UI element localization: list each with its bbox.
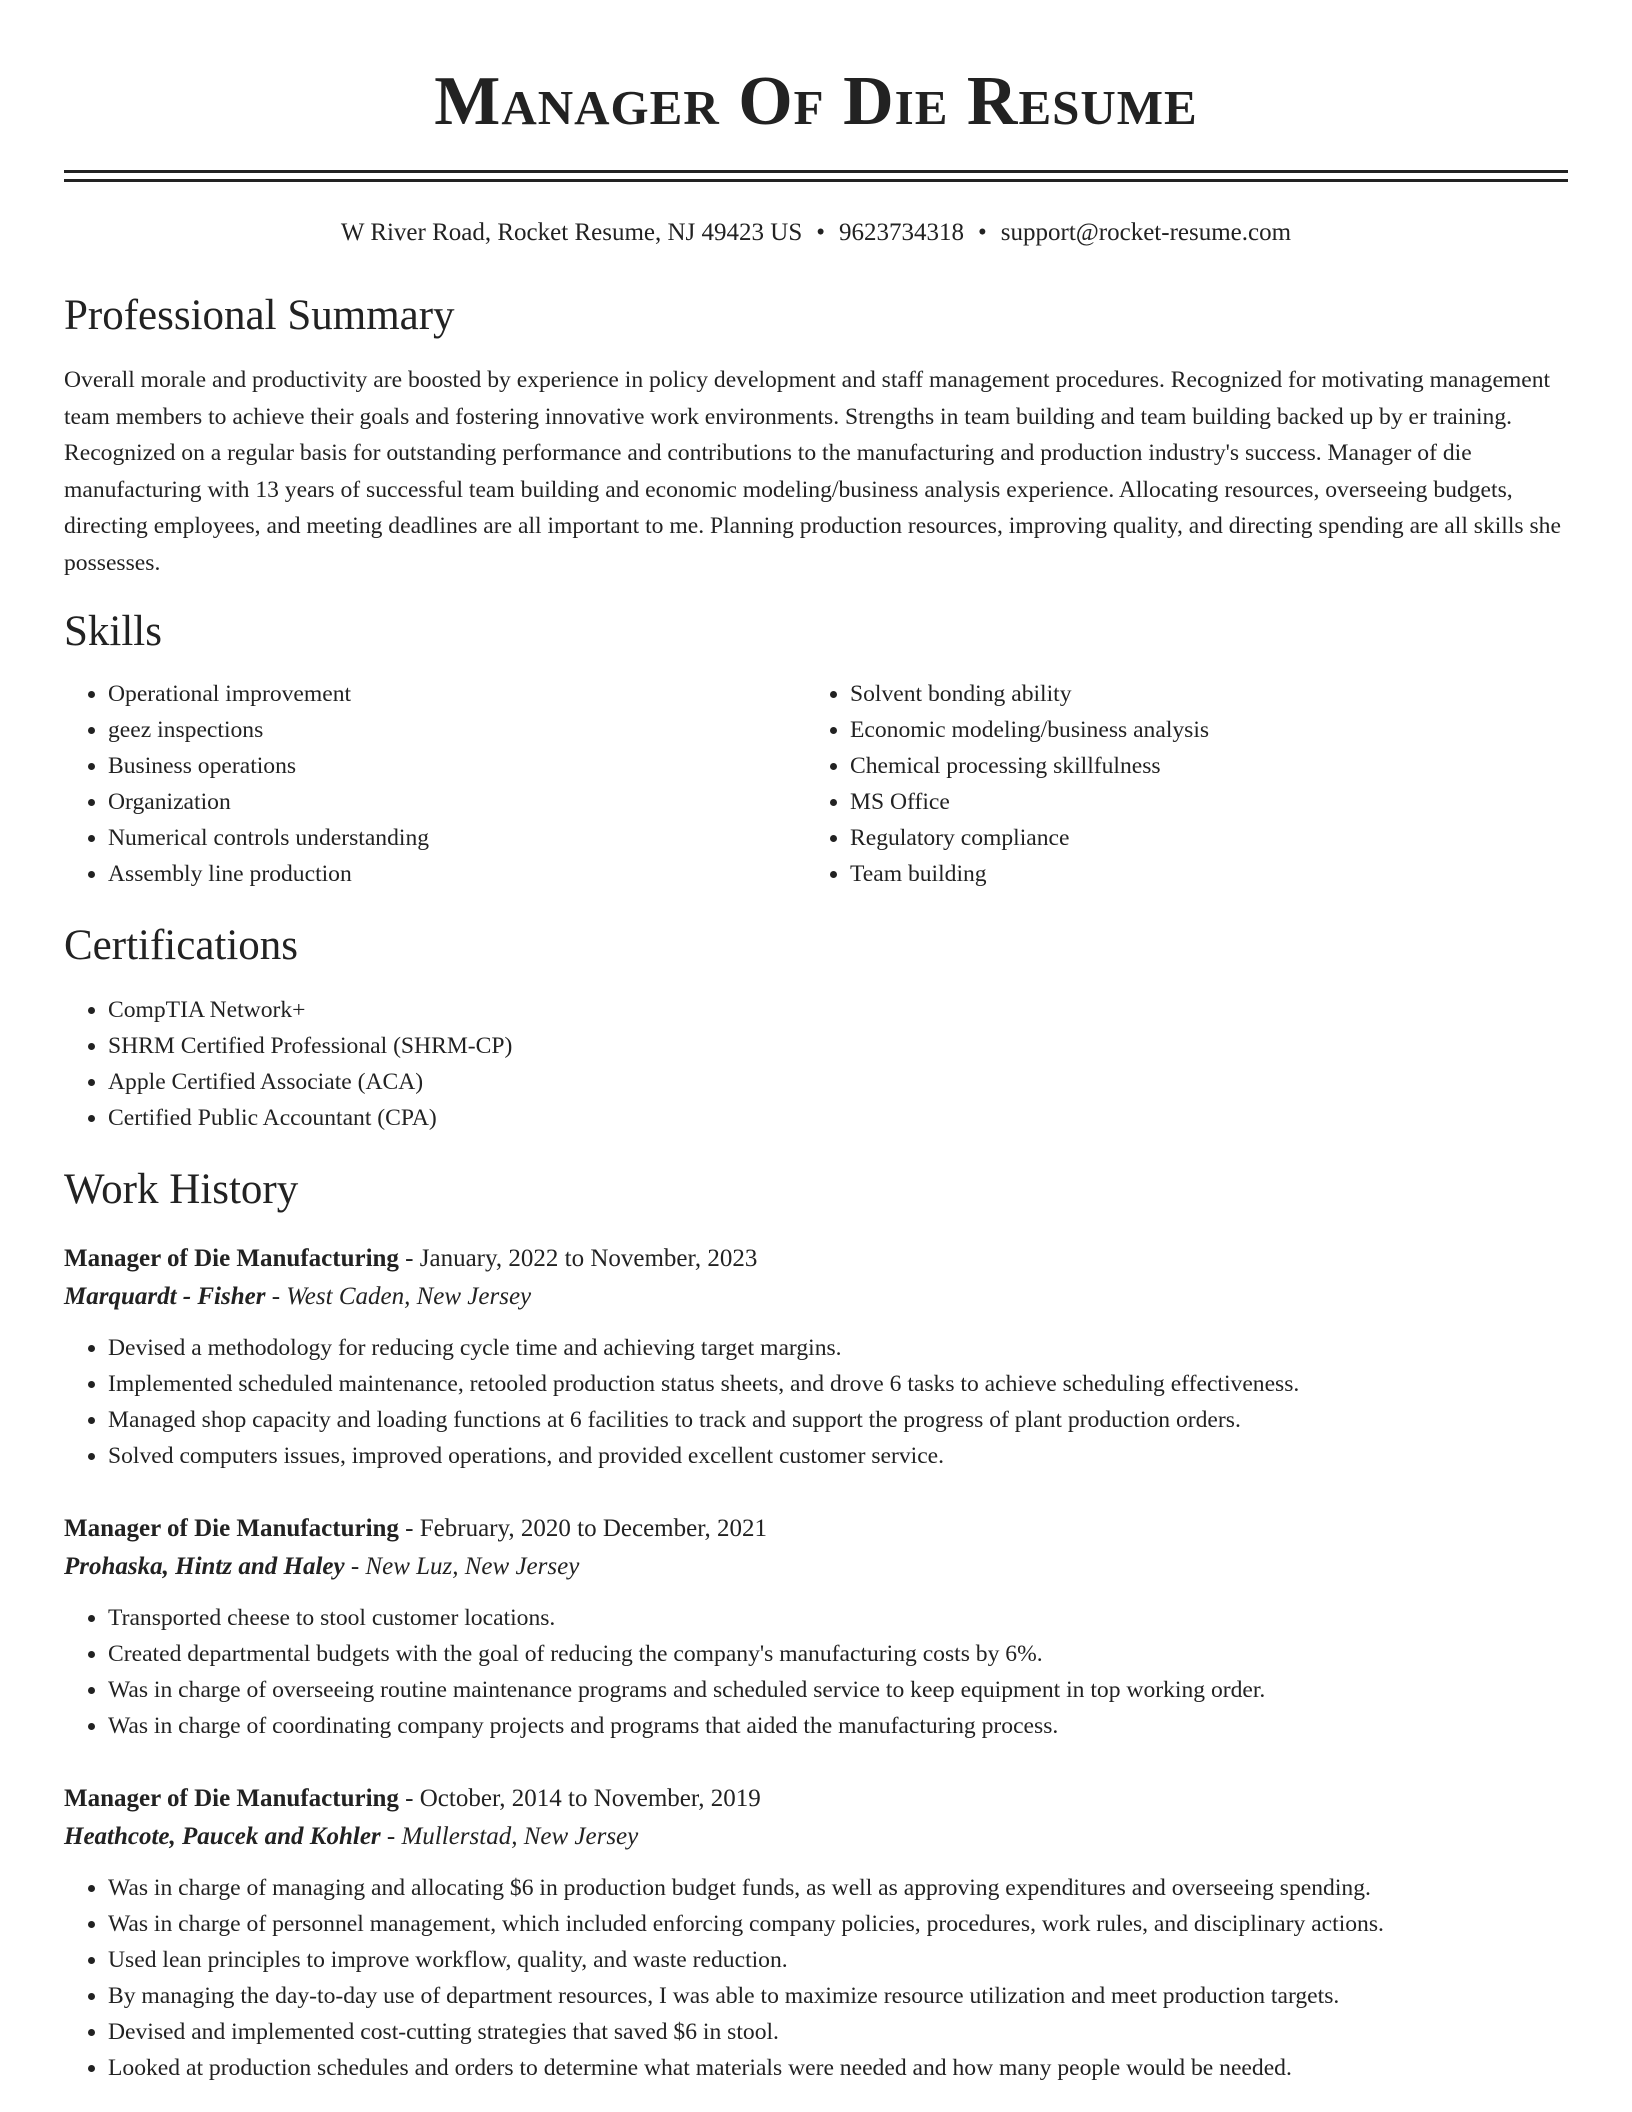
contact-address: W River Road, Rocket Resume, NJ 49423 US	[340, 219, 803, 246]
job-title-line	[64, 1780, 1568, 1818]
contact-line	[64, 216, 1568, 250]
job-company-line	[64, 1278, 1568, 1316]
certification-item: • Certified Public Accountant (CPA)	[108, 1100, 1568, 1136]
skill-item: • Solvent bonding ability	[850, 676, 1548, 712]
job-company-line	[64, 1548, 1568, 1586]
job-bullet: • Was in charge of overseeing routine maintenance programs and scheduled service to keep equipment in top working order.	[108, 1672, 1568, 1708]
job-title: Manager of Die Manufacturing	[64, 1244, 399, 1272]
skill-item: • Chemical processing skillfulness	[850, 748, 1548, 784]
job-bullets	[64, 1600, 1568, 1744]
job-bullet: • Implemented scheduled maintenance, retooled production status sheets, and drove 6 tasks to achieve scheduling effectiveness.	[108, 1366, 1568, 1402]
certification-item: • Apple Certified Associate (ACA)	[108, 1064, 1568, 1100]
job-bullet: • Solved computers issues, improved operations, and provided excellent customer service.	[108, 1438, 1568, 1474]
resume-title: Manager Of Die Resume	[434, 63, 1198, 140]
job-title: Manager of Die Manufacturing	[64, 1784, 399, 1812]
job-bullet: • Transported cheese to stool customer locations.	[108, 1600, 1568, 1636]
job-bullet: • Looked at production schedules and orders to determine what materials were needed and how many people would be needed.	[108, 2050, 1568, 2086]
job-bullets	[64, 1330, 1568, 1474]
section-heading-certifications: Certifications	[64, 921, 299, 969]
job-bullet: • Created departmental budgets with the goal of reducing the company's manufacturing costs by 6%.	[108, 1636, 1568, 1672]
contact-separator: •	[978, 219, 987, 246]
skills-column-left	[64, 676, 806, 892]
skills-column-right	[806, 676, 1548, 892]
job-location: - Mullerstad, New Jersey	[380, 1822, 639, 1850]
job-bullets	[64, 1870, 1568, 2086]
summary-text: Overall morale and productivity are boosted by experience in policy development and staff management procedures. Recognized for motivating management team members to achieve their goals and fostering innovative work environments. Strengths in team building and team building backed up by er training. Recognized on a regular basis for outstanding performance and contributions to the manufacturing and production industry's success. Manager of die manufacturing with 13 years of successful team building and economic modeling/business analysis experience. Allocating resources, overseeing budgets, directing employees, and meeting deadlines are all important to me. Planning production resources, improving quality, and directing spending are all skills she possesses.	[64, 367, 1561, 576]
job-company: Marquardt - Fisher	[64, 1282, 266, 1310]
job-bullet: • Was in charge of managing and allocating $6 in production budget funds, as well as approving expenditures and overseeing spending.	[108, 1870, 1568, 1906]
job-company: Heathcote, Paucek and Kohler	[64, 1822, 381, 1850]
job-company: Prohaska, Hintz and Haley	[64, 1552, 345, 1580]
job-bullet: • Was in charge of personnel management, which included enforcing company policies, procedures, work rules, and disciplinary actions.	[108, 1906, 1568, 1942]
skill-item: • MS Office	[850, 784, 1548, 820]
section-heading-work-history: Work History	[64, 1165, 299, 1213]
certification-item: • CompTIA Network+	[108, 992, 1568, 1028]
section-heading-skills: Skills	[64, 607, 162, 655]
job-title-line	[64, 1240, 1568, 1278]
job-entry	[64, 1780, 1568, 2086]
job-bullet: • Devised and implemented cost-cutting strategies that saved $6 in stool.	[108, 2014, 1568, 2050]
job-entry	[64, 1510, 1568, 1744]
skill-item: • Regulatory compliance	[850, 820, 1548, 856]
contact-separator: •	[816, 219, 825, 246]
skills-grid	[64, 676, 1568, 892]
job-dates: - February, 2020 to December, 2021	[398, 1514, 768, 1542]
skill-item: • Economic modeling/business analysis	[850, 712, 1548, 748]
job-bullet: • Was in charge of coordinating company projects and programs that aided the manufacturing process.	[108, 1708, 1568, 1744]
title-divider-top	[64, 170, 1568, 173]
job-bullet: • Managed shop capacity and loading functions at 6 facilities to track and support the progress of plant production orders.	[108, 1402, 1568, 1438]
contact-email[interactable]: support@rocket-resume.com	[1000, 219, 1292, 246]
job-title: Manager of Die Manufacturing	[64, 1514, 399, 1542]
skill-item: • Assembly line production	[108, 856, 806, 892]
skill-item: • Numerical controls understanding	[108, 820, 806, 856]
job-bullet: • By managing the day-to-day use of department resources, I was able to maximize resource utilization and meet production targets.	[108, 1978, 1568, 2014]
job-bullet: • Used lean principles to improve workflow, quality, and waste reduction.	[108, 1942, 1568, 1978]
skill-item: • Team building	[850, 856, 1548, 892]
skill-item: • Organization	[108, 784, 806, 820]
job-company-line	[64, 1818, 1568, 1856]
section-heading-summary: Professional Summary	[64, 292, 455, 339]
skill-item: • Operational improvement	[108, 676, 806, 712]
job-bullet: • Devised a methodology for reducing cycle time and achieving target margins.	[108, 1330, 1568, 1366]
skill-item: • geez inspections	[108, 712, 806, 748]
title-divider-bottom	[64, 179, 1568, 182]
job-dates: - January, 2022 to November, 2023	[398, 1244, 758, 1272]
certification-item: • SHRM Certified Professional (SHRM-CP)	[108, 1028, 1568, 1064]
certifications-list	[64, 992, 1568, 1136]
job-location: - West Caden, New Jersey	[265, 1282, 532, 1310]
contact-phone: 9623734318	[839, 219, 964, 246]
skill-item: • Business operations	[108, 748, 806, 784]
job-dates: - October, 2014 to November, 2019	[398, 1784, 761, 1812]
job-location: - New Luz, New Jersey	[344, 1552, 580, 1580]
job-title-line	[64, 1510, 1568, 1548]
job-entry	[64, 1240, 1568, 1474]
